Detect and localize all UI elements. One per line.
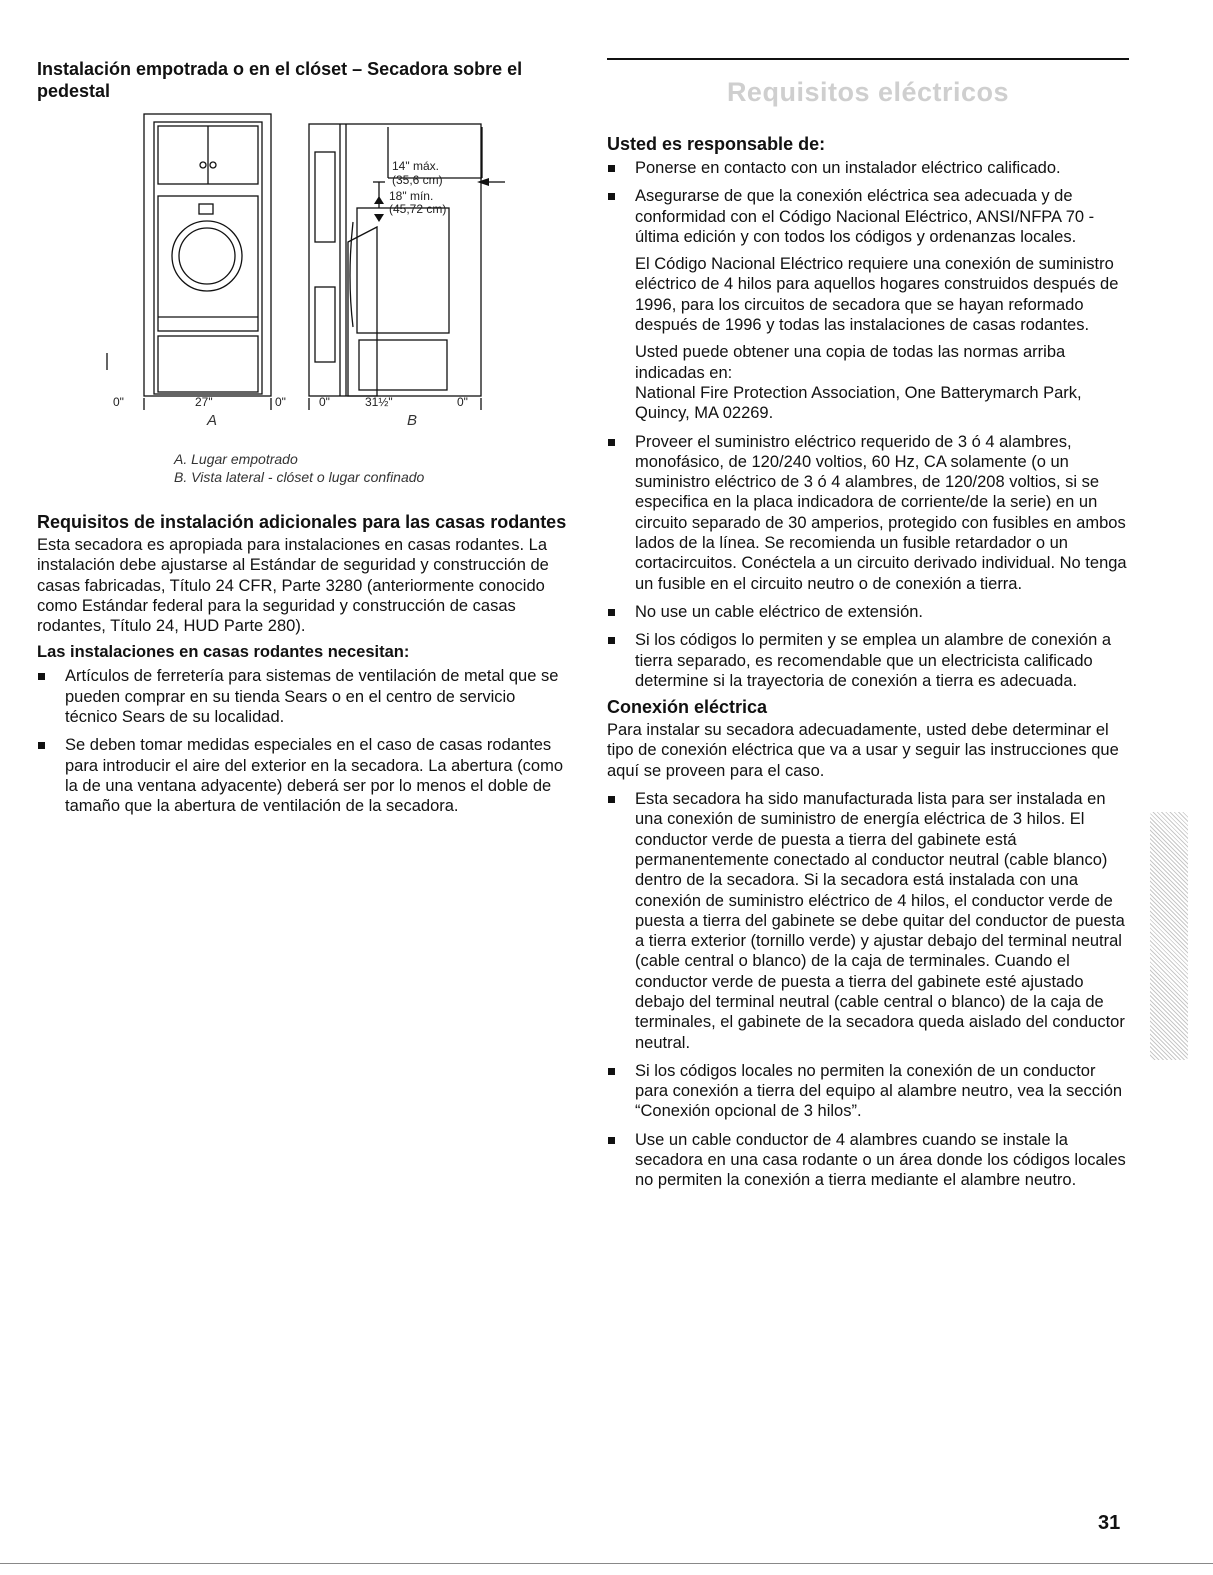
- page-number: 31: [1098, 1512, 1121, 1534]
- caption-a: A. Lugar empotrado: [174, 451, 298, 467]
- a-dim-right: 0": [275, 395, 286, 409]
- recessed-install-heading: Instalación empotrada o en el clóset – Secadora sobre el pedestal: [37, 59, 523, 101]
- installation-figure: [37, 112, 572, 412]
- b-dim-left: 0": [319, 395, 330, 409]
- figure-label-b: B: [407, 412, 418, 429]
- figure-label-a: A: [207, 412, 218, 429]
- right-column: [607, 58, 1129, 1191]
- figure-captions: [174, 450, 572, 486]
- bottom-rule: [0, 1563, 1213, 1564]
- list-item: [607, 186, 1129, 423]
- resp-2-copy-text: Usted puede obtener una copia de todas las normas arriba indicadas en:: [635, 343, 1066, 382]
- mobile-home-heading: Requisitos de instalación adicionales para las casas rodantes: [37, 512, 567, 532]
- resp-2-text: Asegurarse de que la conexión eléctrica sea adecuada y de conformidad con el Código Nacional Eléctrico, ANSI/NFPA 70 - última edición y con todos los códigos y ordenanzas locales.: [635, 187, 1095, 246]
- left-column: [37, 58, 572, 817]
- list-item: No use un cable eléctrico de extensión.: [607, 602, 1129, 622]
- b-dim-width: 31½": [365, 395, 393, 409]
- list-item: Esta secadora ha sido manufacturada lista para ser instalada en una conexión de suministro de energía eléctrica de 3 hilos. El conductor verde de puesta a tierra del gabinete está permanentemente conectado al conductor neutral (cable blanco) dentro de la secadora. Si la secadora está instalada con una conexión de suministro eléctrico de 4 hilos, el conductor verde de puesta a tierra del gabinete se debe quitar del conductor de puesta a tierra exterior (tornillo verde) y ajustar debajo del terminal neutral (cable central o blanco) de la caja de terminales. Cuando el conductor verde de puesta a tierra del gabinete esté ajustado debajo del terminal neutral (cable central o blanco) de la caja de terminales, el gabinete de la secadora queda aislado del conductor neutral.: [607, 789, 1129, 1053]
- dim-18-min-cm: (45,72 cm): [389, 202, 447, 216]
- list-item: Artículos de ferretería para sistemas de ventilación de metal que se pueden comprar en su tienda Sears o en el centro de servicio técnico Sears de su localidad.: [37, 666, 572, 727]
- a-dim-width: 27": [195, 395, 213, 409]
- dim-14-max: 14" máx.: [392, 159, 439, 173]
- list-item: Se deben tomar medidas especiales en el caso de casas rodantes para introducir el aire del exterior en la secadora. La abertura (como la de una ventana adyacente) deberá ser por lo menos el doble de tamaño que la abertura de ventilación de la secadora.: [37, 735, 572, 816]
- mobile-needs-list: [37, 666, 572, 816]
- language-side-tab: [1150, 812, 1188, 1060]
- electrical-connection-heading: Conexión eléctrica: [607, 697, 768, 718]
- responsible-heading: Usted es responsable de:: [607, 134, 826, 154]
- section-rule: [607, 58, 1129, 60]
- electrical-connection-body: Para instalar su secadora adecuadamente, usted debe determinar el tipo de conexión eléctrica que va a usar y seguir las instrucciones que aquí se proveen para el caso.: [607, 721, 1119, 780]
- mobile-home-body: Esta secadora es apropiada para instalaciones en casas rodantes. La instalación debe ajustarse al Estándar de seguridad y construcción de casas fabricadas, Título 24 CFR, Parte 3280 (anteriormente conocido como Estándar federal para la seguridad y construcción de casas rodantes, Título 24, HUD Parte 280).: [37, 536, 549, 636]
- dim-14-max-cm: (35,6 cm): [392, 173, 443, 187]
- list-item: Si los códigos locales no permiten la conexión de un conductor para conexión a tierra del equipo al alambre neutro, vea la sección “Conexión opcional de 3 hilos”.: [607, 1061, 1129, 1122]
- nfpa-address: National Fire Protection Association, One Batterymarch Park, Quincy, MA 02269.: [635, 383, 1082, 423]
- connection-list: [607, 789, 1129, 1191]
- caption-b: B. Vista lateral - clóset o lugar confinado: [174, 469, 425, 485]
- list-item: Ponerse en contacto con un instalador eléctrico calificado.: [607, 158, 1129, 178]
- list-item: Use un cable conductor de 4 alambres cuando se instale la secadora en una casa rodante o un área donde los códigos locales no permiten la conexión a tierra mediante el alambre neutro.: [607, 1130, 1129, 1191]
- responsibilities-list: [607, 158, 1129, 691]
- b-dim-right: 0": [457, 395, 468, 409]
- resp-2-nec-text: El Código Nacional Eléctrico requiere una conexión de suministro eléctrico de 4 hilos para aquellos hogares construidos después de 1996, para los circuitos de secadora que se hayan reformado después de 1996 y todas las instalaciones de casas rodantes.: [635, 255, 1119, 335]
- installation-diagram: [37, 112, 572, 412]
- figure-labels-row: [37, 412, 572, 438]
- mobile-needs-heading: Las instalaciones en casas rodantes necesitan:: [37, 643, 410, 662]
- section-title: Requisitos eléctricos: [726, 77, 1010, 107]
- list-item: Si los códigos lo permiten y se emplea un alambre de conexión a tierra separado, es recomendable que un electricista calificado determine si la trayectoria de conexión a tierra es adecuada.: [607, 630, 1129, 691]
- list-item: Proveer el suministro eléctrico requerido de 3 ó 4 alambres, monofásico, de 120/240 voltios, 60 Hz, CA solamente (o un suministro eléctrico de 3 ó 4 alambres, de 120/208 voltios, si se especifica en la placa indicadora de corriente/de la serie) en un circuito separado de 30 amperios, protegido con fusibles en ambos lados de la línea. Se recomienda un fusible retardador o un cortacircuitos. Conéctela a un circuito derivado individual. No tenga un fusible en el circuito neutro o de conexión a tierra.: [607, 432, 1129, 594]
- dim-18-min: 18" mín.: [389, 189, 434, 203]
- a-dim-left: 0": [113, 395, 124, 409]
